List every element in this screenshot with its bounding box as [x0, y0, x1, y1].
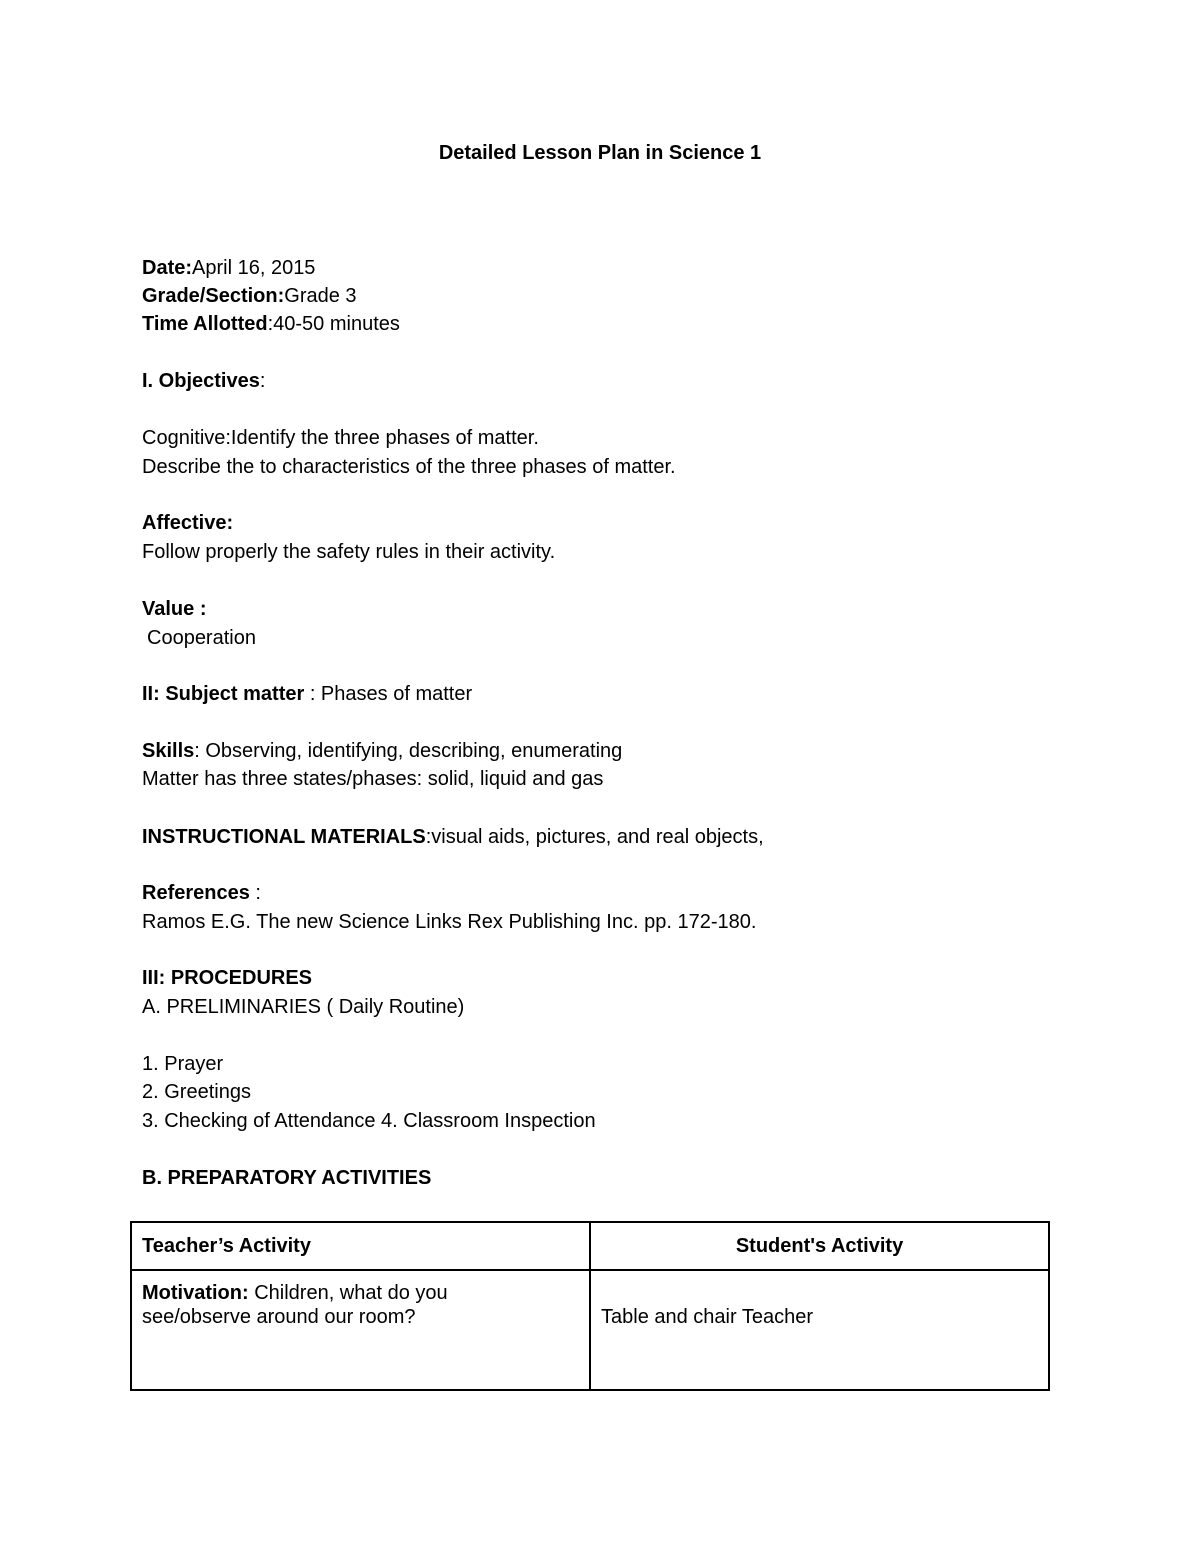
references-suffix: :: [249, 882, 261, 904]
student-activity-cell: [590, 1270, 1049, 1390]
teacher-activity-cell: [131, 1270, 590, 1390]
objectives-heading: [142, 369, 265, 393]
activity-table: [130, 1221, 1050, 1391]
date-line: [142, 256, 315, 280]
date-value: April 16, 2015: [192, 257, 316, 279]
student-response: Table and chair Teacher: [601, 1306, 813, 1328]
references-label: References: [142, 882, 250, 904]
preliminaries-line: A. PRELIMINARIES ( Daily Routine): [142, 996, 465, 1018]
objectives-suffix: :: [259, 370, 266, 392]
date-label: Date:: [142, 257, 193, 279]
motivation-label: Motivation:: [142, 1282, 249, 1304]
procedures-heading: III: PROCEDURES: [142, 967, 313, 989]
teacher-activity-header: Teacher’s Activity: [131, 1222, 590, 1270]
objectives-label: I. Objectives: [142, 370, 260, 392]
affective-heading: Affective:: [142, 512, 234, 534]
instructional-materials-label: INSTRUCTIONAL MATERIALS: [142, 826, 426, 848]
instructional-materials-value: :visual aids, pictures, and real objects,: [425, 826, 764, 848]
grade-section-value: Grade 3: [284, 285, 357, 307]
time-allotted-label: Time Allotted: [142, 313, 268, 335]
instructional-materials-line: [142, 825, 764, 849]
table-row: [131, 1270, 1049, 1390]
value-heading: Value :: [142, 598, 207, 620]
references-heading: [142, 881, 261, 905]
grade-section-line: [142, 284, 357, 308]
grade-section-label: Grade/Section:: [142, 285, 285, 307]
affective-text: Follow properly the safety rules in their activity.: [142, 541, 556, 563]
subject-matter-line: [142, 682, 472, 706]
student-activity-header: Student's Activity: [590, 1222, 1049, 1270]
subject-matter-value: : Phases of matter: [304, 683, 473, 705]
procedure-item-attendance: 3. Checking of Attendance 4. Classroom Inspection: [142, 1110, 596, 1132]
skills-line-2: Matter has three states/phases: solid, liquid and gas: [142, 768, 604, 790]
time-allotted-value: :40-50 minutes: [267, 313, 400, 335]
preparatory-heading: B. PREPARATORY ACTIVITIES: [142, 1167, 432, 1189]
subject-matter-label: II: Subject matter: [142, 683, 305, 705]
references-text: Ramos E.G. The new Science Links Rex Publishing Inc. pp. 172-180.: [142, 911, 757, 933]
cognitive-line-2: Describe the to characteristics of the three phases of matter.: [142, 456, 676, 478]
table-header-row: [131, 1222, 1049, 1270]
value-text: Cooperation: [147, 627, 256, 649]
time-allotted-line: [142, 312, 400, 336]
skills-line: [142, 739, 622, 763]
cognitive-line-1: Cognitive:Identify the three phases of matter.: [142, 427, 539, 449]
document-title: Detailed Lesson Plan in Science 1: [438, 142, 762, 164]
skills-label: Skills: [142, 740, 195, 762]
motivation-text-2: see/observe around our room?: [142, 1306, 416, 1328]
procedure-item-greetings: 2. Greetings: [142, 1081, 251, 1103]
skills-value: : Observing, identifying, describing, enumerating: [194, 740, 623, 762]
procedure-item-prayer: 1. Prayer: [142, 1053, 224, 1075]
motivation-text-1: Children, what do you: [248, 1282, 448, 1304]
